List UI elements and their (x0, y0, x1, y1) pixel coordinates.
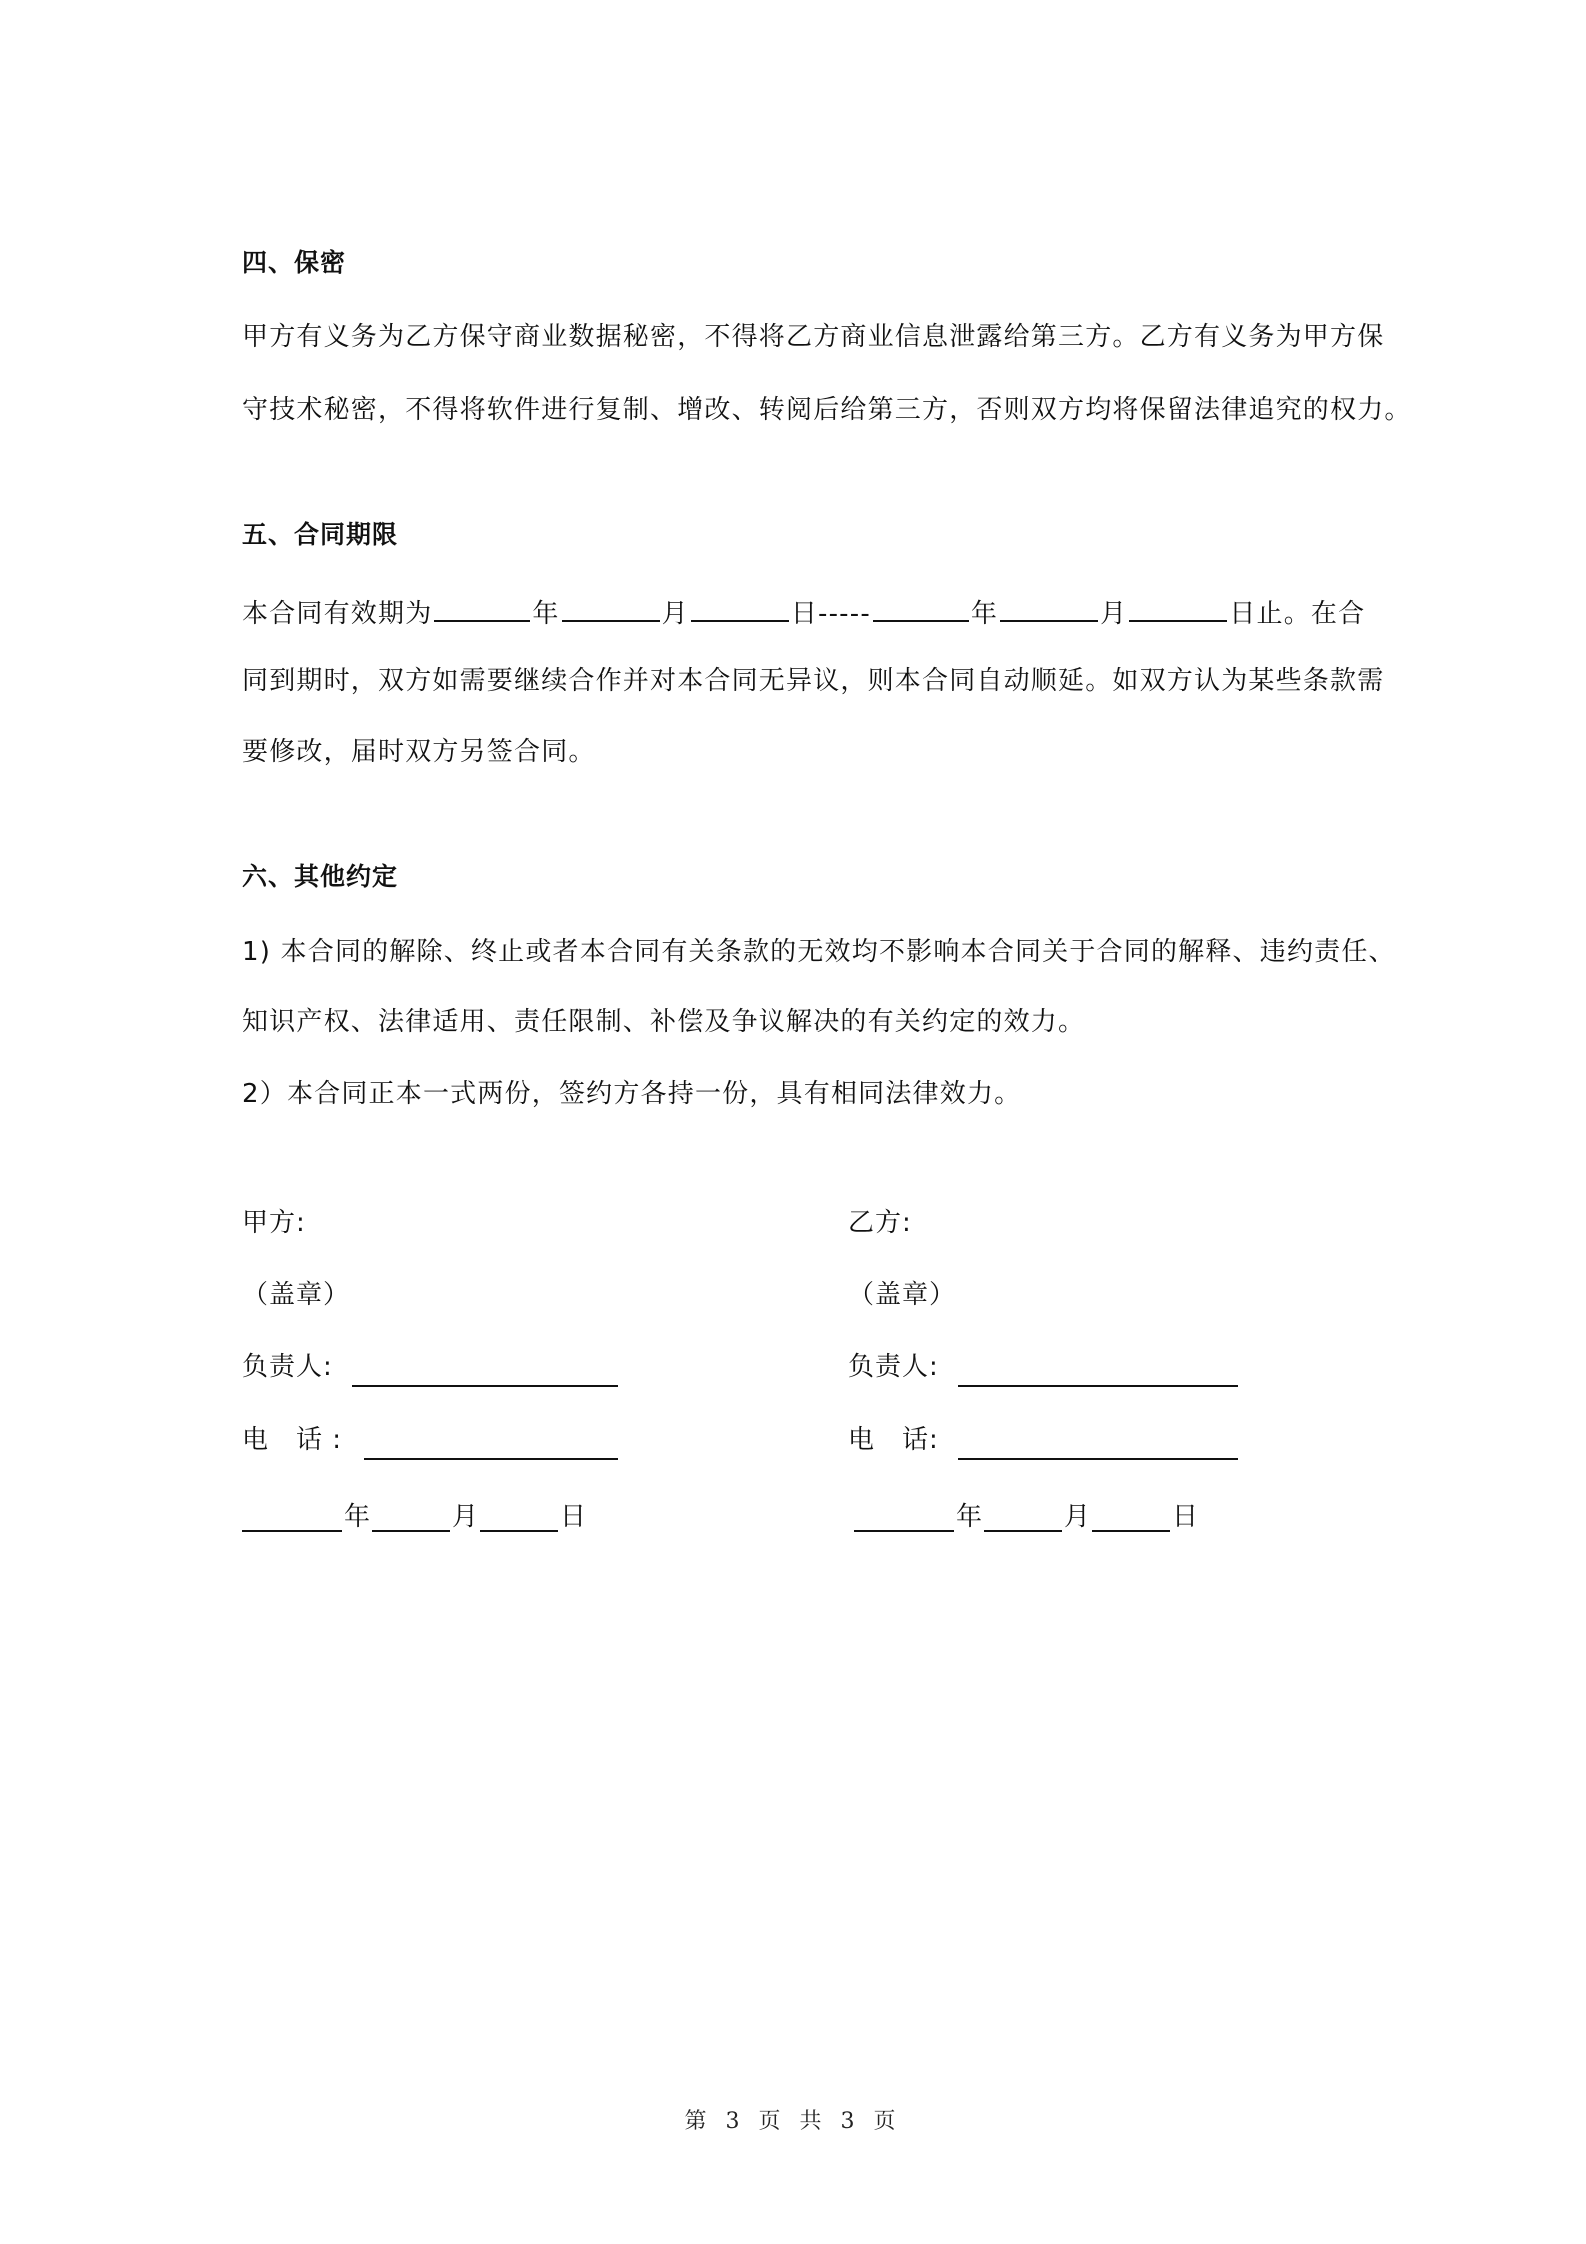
paragraph-line: 1) 本合同的解除、终止或者本合同有关条款的无效均不影响本合同关于合同的解释、违约责任、 (242, 937, 1396, 967)
party-a-phone-label: 电 话 : (242, 1425, 343, 1455)
party-b-person-label: 负责人: (848, 1352, 939, 1382)
party-b-person-field[interactable] (958, 1385, 1238, 1387)
paragraph-line: 守技术秘密，不得将软件进行复制、增改、转阅后给第三方，否则双方均将保留法律追究的权力。 (242, 395, 1412, 425)
paragraph-line: 同到期时，双方如需要继续合作并对本合同无异议，则本合同自动顺延。如双方认为某些条款需 (242, 666, 1385, 696)
party-a-seal: （盖章） (242, 1280, 351, 1310)
term-prefix: 本合同有效期为 (242, 599, 433, 629)
start-day-blank[interactable] (691, 594, 789, 622)
paragraph-line: 甲方有义务为乙方保守商业数据秘密，不得将乙方商业信息泄露给第三方。乙方有义务为甲方保 (242, 322, 1385, 352)
end-year-blank[interactable] (873, 594, 969, 622)
paragraph-line: 知识产权、法律适用、责任限制、补偿及争议解决的有关约定的效力。 (242, 1007, 1086, 1037)
party-b-seal: （盖章） (848, 1280, 957, 1310)
section-heading-confidentiality: 四、保密 (242, 248, 347, 277)
party-a-person-label: 负责人: (242, 1352, 333, 1382)
year-label: 年 (532, 599, 560, 629)
party-a-month-field[interactable] (372, 1530, 450, 1532)
end-month-blank[interactable] (1000, 594, 1098, 622)
contract-term-line (242, 594, 1365, 631)
party-a-phone-field[interactable] (364, 1458, 618, 1460)
start-month-blank[interactable] (562, 594, 660, 622)
party-b-day-field[interactable] (1092, 1530, 1170, 1532)
start-year-blank[interactable] (434, 594, 530, 622)
end-day-blank[interactable] (1129, 594, 1227, 622)
party-b-month-label: 月 (1064, 1502, 1092, 1532)
month-label: 月 (1100, 599, 1128, 629)
page-number-footer: 第 3 页 共 3 页 (684, 2109, 902, 2134)
term-suffix: 日止。在合 (1229, 599, 1366, 629)
party-a-label: 甲方: (242, 1208, 306, 1238)
party-a-year-label: 年 (344, 1502, 372, 1532)
party-a-day-label: 日 (560, 1502, 588, 1532)
party-b-phone-label: 电 话: (848, 1425, 939, 1455)
month-label: 月 (661, 599, 689, 629)
party-b-day-label: 日 (1172, 1502, 1200, 1532)
party-a-person-field[interactable] (352, 1385, 618, 1387)
party-b-phone-field[interactable] (958, 1458, 1238, 1460)
paragraph-line: 要修改，届时双方另签合同。 (242, 737, 596, 767)
section-heading-other-terms: 六、其他约定 (242, 862, 399, 891)
party-b-label: 乙方: (848, 1208, 912, 1238)
paragraph-line: 2）本合同正本一式两份，签约方各持一份，具有相同法律效力。 (242, 1079, 1022, 1109)
party-b-year-label: 年 (956, 1502, 984, 1532)
party-a-year-field[interactable] (242, 1530, 342, 1532)
party-b-year-field[interactable] (854, 1530, 954, 1532)
day-dash-label: 日----- (790, 599, 871, 629)
section-heading-contract-term: 五、合同期限 (242, 520, 399, 549)
year-label: 年 (970, 599, 999, 629)
party-b-month-field[interactable] (984, 1530, 1062, 1532)
party-a-month-label: 月 (452, 1502, 480, 1532)
party-a-day-field[interactable] (480, 1530, 558, 1532)
